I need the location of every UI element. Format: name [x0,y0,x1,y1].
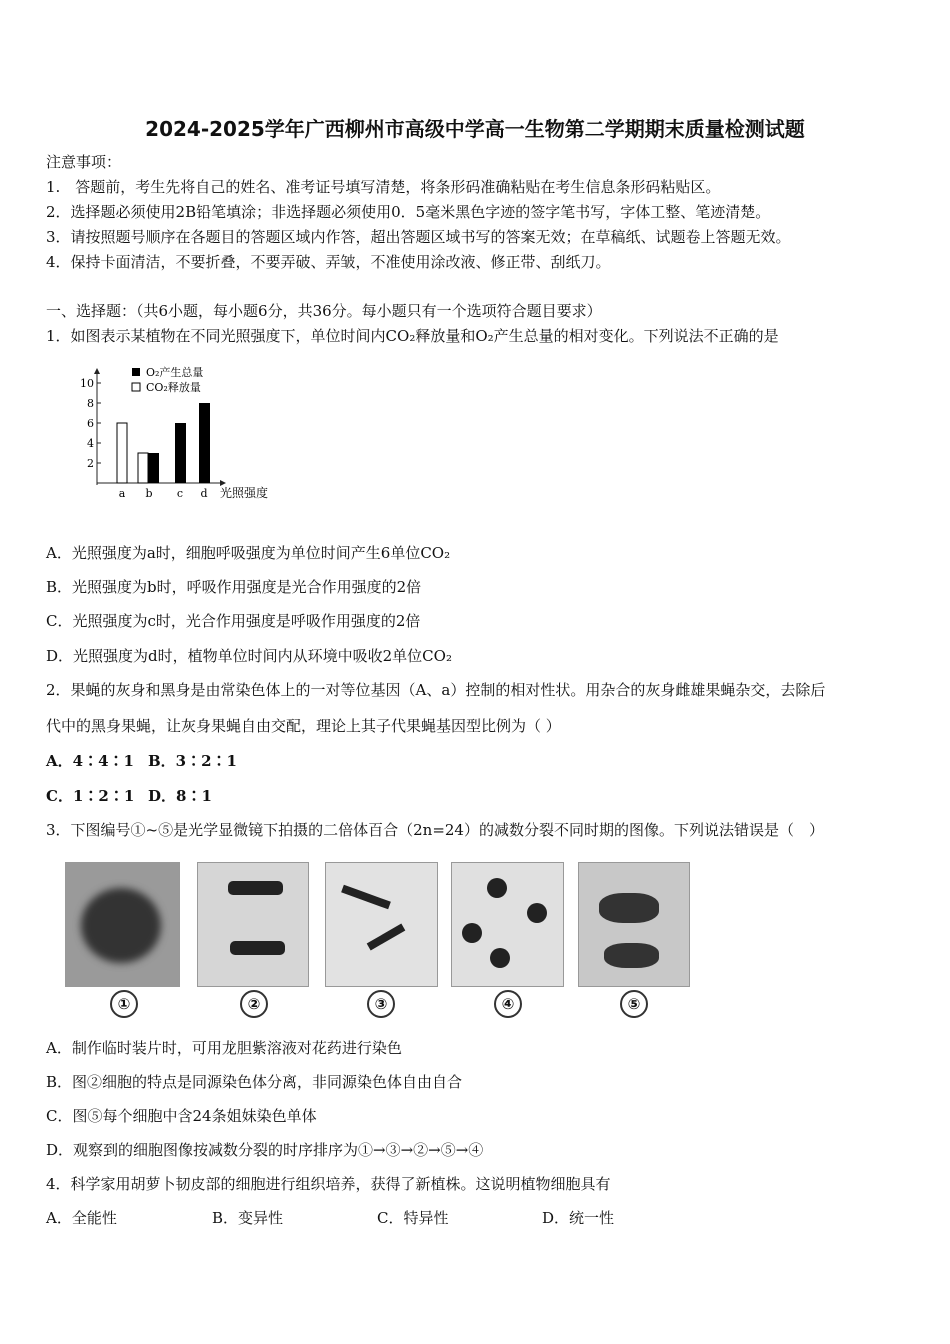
q3-stem: 3．下图编号①~⑤是光学显微镜下拍摄的二倍体百合（2n=24）的减数分裂不同时期的图像。下列说法错误是（ ） [46,821,824,839]
bar-o2-b [148,453,159,483]
q4-option-d: D．统一性 [542,1209,615,1227]
legend-o2: O₂产生总量 [146,366,204,379]
q1-bar-chart [80,360,280,510]
bar-o2-c [175,423,186,483]
x-tick-label: d [200,487,208,500]
caption-3: ③ [367,990,395,1018]
q4-option-c: C．特异性 [377,1209,449,1227]
micrograph-2 [197,862,309,987]
bar-co2-b [138,453,148,483]
section-heading: 一、选择题：（共6小题，每小题6分，共36分。每小题只有一个选项符合题目要求） [46,302,602,320]
y-tick-label: 8 [87,397,94,410]
x-tick-label: c [176,487,184,500]
page-title: 2024-2025学年广西柳州市高级中学高一生物第二学期期末质量检测试题 [145,117,805,141]
q1-option-c: C．光照强度为c时，光合作用强度是呼吸作用强度的2倍 [46,612,421,630]
legend-co2: CO₂释放量 [146,381,201,394]
x-tick-label: b [145,487,153,500]
micrograph-1 [65,862,180,987]
q3-option-b: B．图②细胞的特点是同源染色体分离，非同源染色体自由自合 [46,1073,463,1091]
q4-option-b: B．变异性 [212,1209,284,1227]
q1-stem: 1．如图表示某植物在不同光照强度下，单位时间内CO₂释放量和O₂产生总量的相对变化。下列说法不正确的是 [46,327,779,345]
bar-co2-a [117,423,127,483]
notice-item: 4．保持卡面清洁，不要折叠，不要弄破、弄皱，不准使用涂改液、修正带、刮纸刀。 [46,253,611,271]
bar-o2-d [199,403,210,483]
q3-option-c: C．图⑤每个细胞中含24条姐妹染色单体 [46,1107,317,1125]
micrograph-4 [451,862,564,987]
q4-option-a: A．全能性 [46,1209,117,1227]
x-axis-label: 光照强度 [220,486,269,500]
caption-4: ④ [494,990,522,1018]
legend-swatch-co2 [132,383,140,391]
q2-option-b: B．3∶2∶1 [148,752,237,770]
q3-option-a: A．制作临时装片时，可用龙胆紫溶液对花药进行染色 [46,1039,402,1057]
caption-2: ② [240,990,268,1018]
q2-option-c: C．1∶2∶1 [46,787,135,805]
y-tick-label: 6 [87,417,94,430]
x-tick-label: a [118,487,126,500]
notice-heading: 注意事项： [46,153,122,171]
notice-item: 1. 答题前，考生先将自己的姓名、准考证号填写清楚，将条形码准确粘贴在考生信息条形码粘贴区。 [46,178,721,196]
notice-item: 3．请按照题号顺序在各题目的答题区域内作答，超出答题区域书写的答案无效；在草稿纸、试题卷上答题无效。 [46,228,791,246]
y-tick-label: 10 [80,377,94,390]
q2-option-a: A．4∶4∶1 [46,752,134,770]
y-tick-label: 2 [87,457,94,470]
y-tick-label: 4 [87,437,94,450]
micrograph-3 [325,862,438,987]
legend-swatch-o2 [132,368,140,376]
q1-option-a: A．光照强度为a时，细胞呼吸强度为单位时间产生6单位CO₂ [46,544,451,562]
q1-option-d: D．光照强度为d时，植物单位时间内从环境中吸收2单位CO₂ [46,647,452,665]
micrograph-5 [578,862,690,987]
q3-option-d: D．观察到的细胞图像按减数分裂的时序排序为①→③→②→⑤→④ [46,1141,484,1159]
q2-stem: 2．果蝇的灰身和黑身是由常染色体上的一对等位基因（A、a）控制的相对性状。用杂合的灰身雌雄果蝇杂交，去除后 [46,681,826,699]
q2-option-d: D．8∶1 [148,787,212,805]
y-axis-arrow [94,368,100,374]
notice-item: 2．选择题必须使用2B铅笔填涂；非选择题必须使用0．5毫米黑色字迹的签字笔书写，字体工整、笔迹清楚。 [46,203,771,221]
caption-5: ⑤ [620,990,648,1018]
q1-option-b: B．光照强度为b时，呼吸作用强度是光合作用强度的2倍 [46,578,422,596]
q2-stem-cont: 代中的黑身果蝇，让灰身果蝇自由交配，理论上其子代果蝇基因型比例为（ ） [46,717,561,735]
caption-1: ① [110,990,138,1018]
q4-stem: 4．科学家用胡萝卜韧皮部的细胞进行组织培养，获得了新植株。这说明植物细胞具有 [46,1175,611,1193]
